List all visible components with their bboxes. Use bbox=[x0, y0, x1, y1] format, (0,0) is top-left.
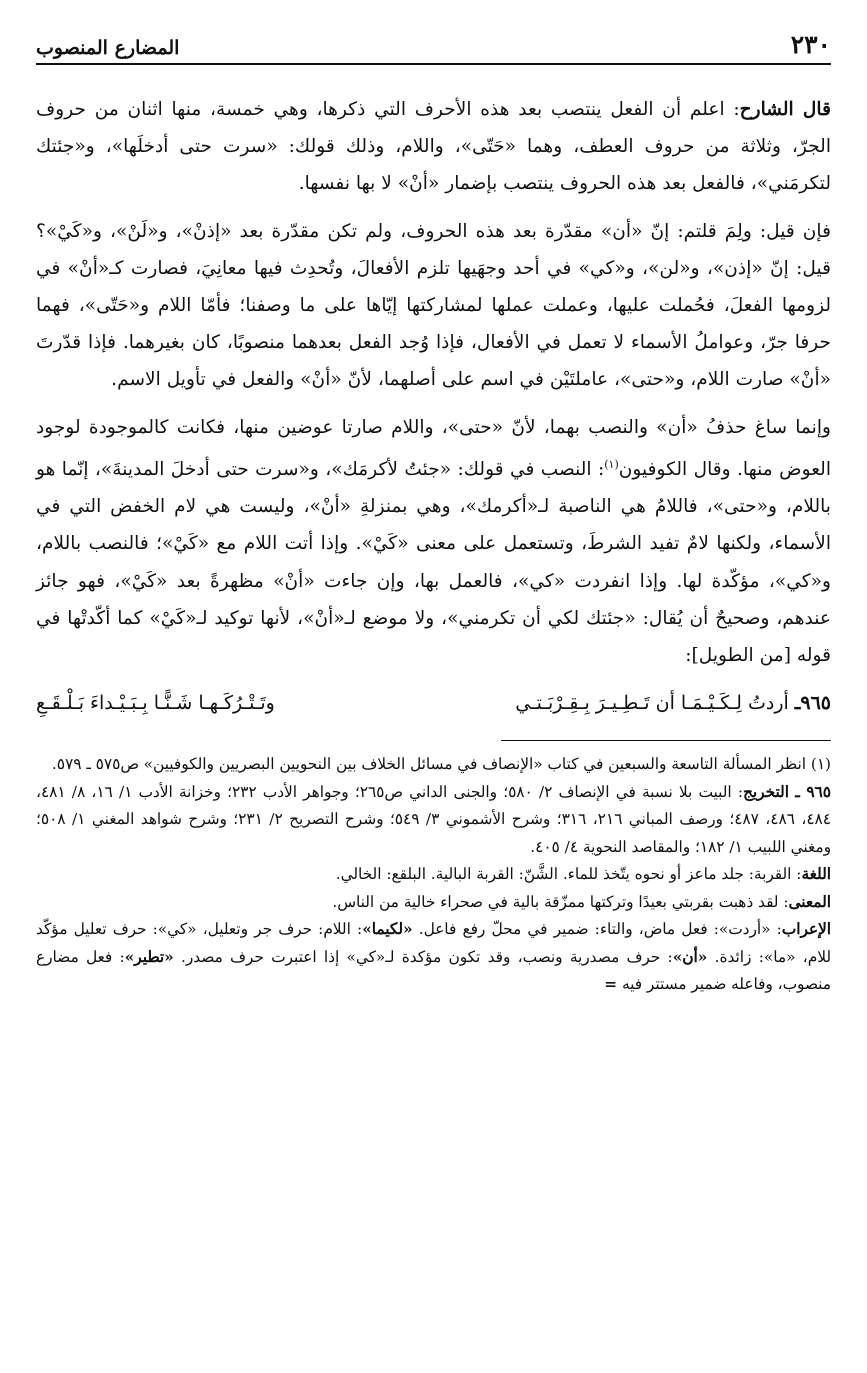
footnote-1 bbox=[36, 751, 831, 779]
footnote-lugha bbox=[36, 861, 831, 889]
page-number: ٢٣٠ bbox=[790, 30, 831, 59]
maana-text: : لقد ذهبت بقربتي بعيدًا وتركتها ممزّقة بالية في صحراء خالية من الناس. bbox=[332, 892, 789, 911]
takhrij-text: : البيت بلا نسبة في الإنصاف ٢/ ٥٨٠؛ والجنى الداني ص٢٦٥؛ وجواهر الأدب ٢٣٢؛ وخزانة الأدب ١/ ١٦، ٨/ ٤٨١، ٤٨٤، ٤٨٦، ٤٨٧؛ ورصف المباني ٢١٦، ٣١٦؛ وشرح الأشموني ٣/ ٥٤٩؛ وشرح التصريح ٢/ ٢٣١؛ وشرح شواهد المغني ١/ ٥٠٨؛ ومغني اللبيب ١/ ١٨٢؛ والمقاصد النحوية ٤/ ٤٠٥. bbox=[36, 782, 831, 856]
verse-first-hemistich: أردتُ لِـكَـيْـمَـا أن تَـطِـيـرَ بِـقِـرْبَـتـي bbox=[515, 692, 789, 715]
paragraph-3-part-a: وإنما ساغ حذفُ «أن» والنصب بهما، لأنّ «حتى»، واللام صارتا عوضين منها، فكانت كالموجودة لوجود العوض منها. وقال الكوفيون bbox=[36, 416, 831, 481]
irab-label: الإعراب bbox=[781, 920, 831, 939]
footnotes bbox=[36, 751, 831, 999]
irab-word-an: «أن» bbox=[672, 947, 708, 966]
irab-word-likayma: «لكيما» bbox=[362, 920, 413, 939]
irab-text-7: : فعل مضارع منصوب، وفاعله ضمير مستتر فيه bbox=[36, 947, 831, 994]
takhrij-number: ٩٦٥ ـ bbox=[795, 782, 831, 801]
footnote-1-text: انظر المسألة التاسعة والسبعين في كتاب «الإنصاف في مسائل الخلاف بين النحويين البصريين والكوفيين» ص٥٧٥ ـ ٥٧٩. bbox=[51, 755, 806, 774]
running-header bbox=[36, 30, 831, 65]
footnote-irab bbox=[36, 916, 831, 999]
footnote-takhrij bbox=[36, 779, 831, 862]
lugha-text: : القربة: جلد ماعز أو نحوه يتّخذ للماء. الشَّنّ: القربة البالية. البلقع: الخالي. bbox=[335, 865, 802, 884]
irab-text-3: : اللام: حرف جر وتعليل، «كي»: حرف تعليل مؤكّد للام، «ما»: زائدة. bbox=[36, 920, 831, 966]
footnote-ref-1: (١) bbox=[604, 457, 619, 471]
takhrij-label: التخريج bbox=[743, 782, 789, 801]
commentator-lead: قال الشارح bbox=[739, 99, 831, 120]
paragraph-1 bbox=[36, 91, 831, 203]
paragraph-3-part-b: : النصب في قولك: «جئتُ لأكرمَك»، و«سرت حتى أدخلَ المدينةَ»، إنّما هو باللام، و«حتى»، فاللامُ هي الناصبة لـ«أكرمك»، وهي بمنزلةِ «أنْ»، وليست هي لام الخفض التي في الأسماء، ولكنها لامٌ تفيد الشرطَ، وتستعمل على معنى «كَيْ». وإذا أتت اللام مع «كَيْ»؛ فالنصب باللام، و«كي»، مؤكّدة لها. وإذا انفردت «كي»، فالعمل بها، وإن جاءت «أنْ» مظهرةً بعد «كَيْ»، فهو جائز عندهم، وصحيحٌ أن يُقال: «جئتك لكي أن تكرمني»، ولا موضع لـ«أنْ»، لأنها توكيد لـ«كَيْ» كما أكّدتْها في قوله [من الطويل]: bbox=[36, 459, 831, 667]
main-text bbox=[36, 91, 831, 722]
verse-second-hemistich: وتَـتْـرُكَـهـا شَـنًّـا بِـبَـيْـداءَ بَـلْـقَـعِ bbox=[35, 692, 275, 715]
footnote-separator bbox=[501, 740, 831, 741]
paragraph-2: فإن قيل: ولِمَ قلتم: إنّ «أن» مقدّرة بعد هذه الحروف، ولم تكن مقدّرة بعد «إذنْ»، و«لَنْ»، و«كَيْ»؟ قيل: إنّ «إذن»، و«لن»، و«كي» في أحد وجهَيها تلزم الأفعالَ، وتُحدِث فيها معانِيَ، فصارت كـ«أنْ» في لزومها الفعلَ، فحُملت عليها، وعملت عملها لمشاركتها إيّاها على ما وصفنا؛ فأمّا اللام و«حَتّى»، فهما حرفا جرّ، وعواملُ الأسماء لا تعمل في الأفعال، فإذا وُجد الفعل بعدهما منصوبًا، كان بغيرهما. فإذا قدّرتَ «أنْ» صارت اللام، و«حتى»، عاملتَيْن في اسم على أصلهما، لأنّ «أنْ» والفعل في تأويل الاسم. bbox=[36, 220, 831, 391]
maana-label: المعنى bbox=[788, 892, 831, 911]
continuation-mark: = bbox=[604, 975, 618, 994]
verse-number: ٩٦٥ـ bbox=[794, 692, 831, 715]
irab-text-5: : حرف مصدرية ونصب، وقد تكون مؤكدة لـ«كي» إذا اعتبرت حرف مصدر. bbox=[173, 947, 673, 966]
irab-word-tatira: «تطير» bbox=[124, 947, 174, 966]
paragraph-3 bbox=[36, 409, 831, 675]
footnote-maana bbox=[36, 889, 831, 917]
book-page bbox=[36, 30, 831, 999]
paragraph-1-text: : اعلم أن الفعل ينتصب بعد هذه الأحرف التي ذكرها، وهي خمسة، منها اثنان من حروف الجرّ، وثلاثة من حروف العطف، وهما «حَتّى»، واللام، وذلك قولك: «سرت حتى أدخلَها»، و«جئتك لتكرمَني»، فالفعل بعد هذه الحروف ينتصب بإضمار «أنْ» لا بها نفسها. bbox=[36, 99, 831, 195]
poetry-verse bbox=[36, 684, 831, 722]
footnote-1-number: (١) bbox=[810, 755, 831, 774]
lugha-label: اللغة bbox=[801, 865, 831, 884]
running-title: المضارع المنصوب bbox=[36, 37, 180, 59]
irab-text-1: : «أردت»: فعل ماض، والتاء: ضمير في محلّ رفع فاعل. bbox=[412, 920, 782, 939]
